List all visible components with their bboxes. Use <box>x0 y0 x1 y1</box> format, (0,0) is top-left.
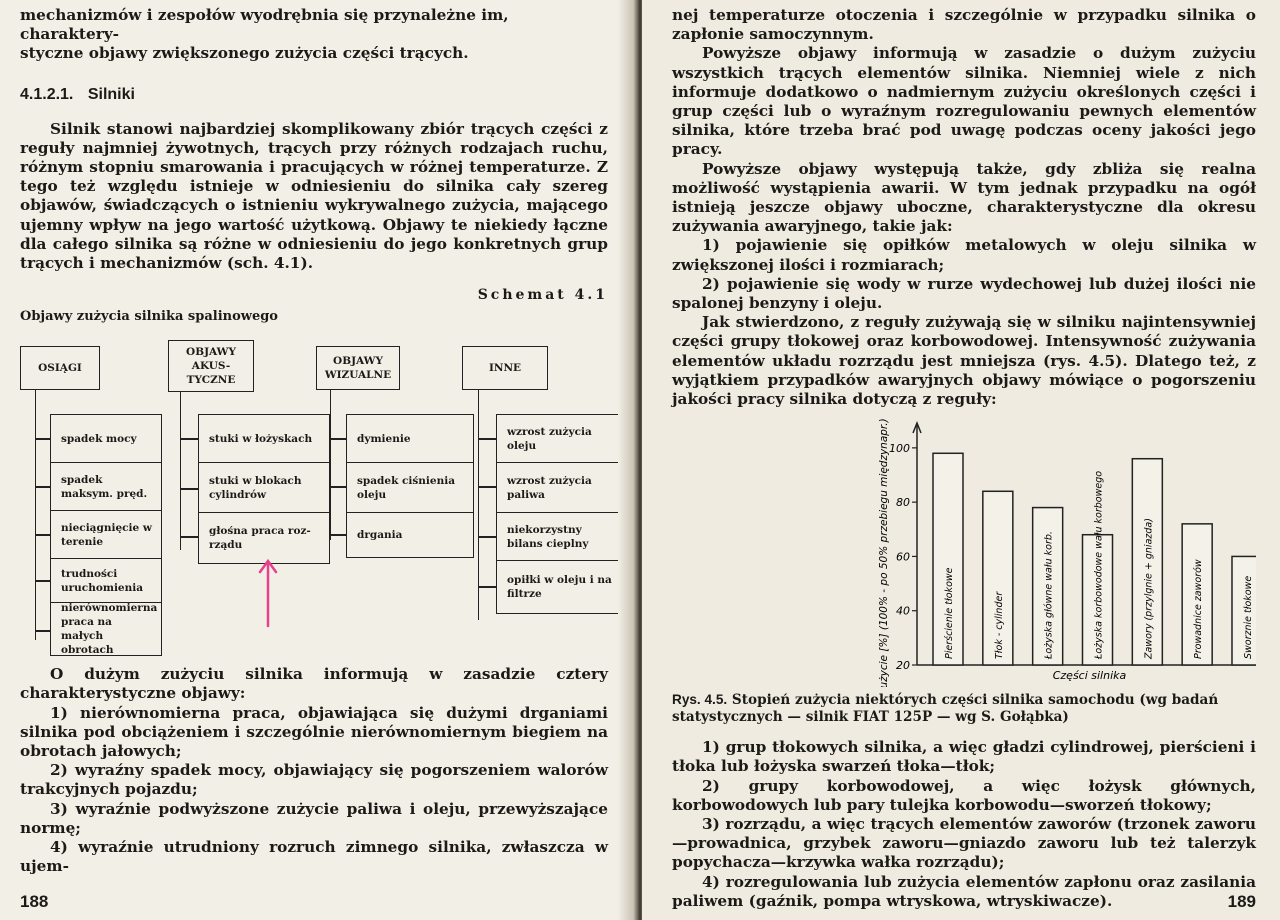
wear-groups-list <box>672 738 1256 911</box>
connector-tick <box>478 536 496 538</box>
symptom-item: spadek ciśnienia oleju <box>347 463 473 513</box>
bar-label: Zawory (przylgnie + gniazda) <box>1143 518 1155 660</box>
connector-tick <box>35 630 50 632</box>
symptom-item: stuki w łożyskach <box>199 415 329 463</box>
bar-label: Tłok - cylinder <box>993 592 1005 660</box>
list-item: 1) nierównomierna praca, objawiająca się dużymi drganiami silnika pod obciążeniem i szczególnie nierównomiernym biegiem na obrotach jałowych; <box>20 703 608 761</box>
list-item: 4) rozregulowania lub zużycia elementów zapłonu oraz zasilania paliwem (gaźnik, pompa wtryskowa, wtryskiwacze). <box>672 872 1256 910</box>
paragraph: Powyższe objawy informują w zasadzie o dużym zużyciu wszystkich trących elementów silnika. Niemniej wiele z nich informuje dodatkowo o nadmiernym zużyciu określonych części i grup części lub o wyraźnym rozregulowaniu pewnych elementów silnika, które trzeba brać pod uwagę podczas oceny jakości jego pracy. <box>672 44 1256 159</box>
connector-tick <box>180 536 198 538</box>
symptom-item: niekorzystny bilans cieplny <box>497 513 619 561</box>
connector-line <box>35 390 36 640</box>
category-label: INNE <box>488 362 522 375</box>
symptom-item: stuki w blokach cylindrów <box>199 463 329 513</box>
symptom-item: dymienie <box>347 415 473 463</box>
intro-line-1: mechanizmów i zespołów wyodrębnia się przynależne im, charaktery- <box>20 6 509 44</box>
connector-tick <box>180 488 198 490</box>
caption-label: Rys. 4.5. <box>672 692 728 708</box>
category-label: OBJAWY WIZUALNE <box>324 355 392 382</box>
figure-caption <box>672 691 1256 726</box>
page-number: 188 <box>20 892 49 911</box>
symptom-item: wzrost zużycia oleju <box>497 415 619 463</box>
items-group-performance <box>50 414 162 656</box>
list-item: 3) rozrządu, a więc trących elementów zaworów (trzonek zaworu—prowadnica, grzybek zaworu—gniazdo zaworu lub też talerzyk popychacza—krzywka wałka rozrządu); <box>672 815 1256 872</box>
category-box <box>462 346 548 390</box>
list-item: 2) pojawienie się wody w rurze wydechowej lub dużej ilości nie spalonej benzyny i oleju. <box>672 274 1256 313</box>
x-axis-label: Części silnika <box>1052 669 1127 683</box>
items-group-visual <box>346 414 474 558</box>
y-tick-label: 100 <box>889 442 910 456</box>
bar-label: Łożyska korbowodowe wału korbowego <box>1093 471 1105 660</box>
wear-chart-svg <box>672 417 1256 687</box>
list-item: 1) pojawienie się opiłków metalowych w oleju silnika w zwiększonej ilości i rozmiarach; <box>672 236 1256 274</box>
symptom-item: drgania <box>357 529 403 542</box>
y-tick-label: 40 <box>896 604 910 618</box>
connector-tick <box>478 486 496 488</box>
connector-tick <box>180 438 198 440</box>
engine-paragraph: Silnik stanowi najbardziej skomplikowany zbiór trących części z reguły najmniej żywotnych, trących przy różnych rodzajach ruchu, różnym stopniu smarowania i pracujących w różnej temperaturze. Z tego też względu istnieje w odniesieniu do silnika cały szereg objawów, świadczących o istnieniu wykrywalnego zużycia, mającego ujemny wpływ na jego wartość użytkową. Objawy te niekiedy łączne dla całego silnika są różne w odniesieniu do jego konkretnych grup trących i mechanizmów (sch. 4.1). <box>20 119 608 273</box>
right-page <box>642 0 1280 920</box>
section-title: Silniki <box>87 85 135 103</box>
category-box <box>20 346 100 390</box>
left-page <box>0 0 638 920</box>
symptom-item: trudności uruchomienia <box>51 559 161 603</box>
symptom-item: opiłki w oleju i na filtrze <box>507 574 612 601</box>
symptom-item: spadek maksym. pręd. <box>51 463 161 511</box>
category-box <box>168 340 254 392</box>
connector-tick <box>330 486 346 488</box>
bar-label: Łożyska główne wału korb. <box>1043 531 1055 660</box>
y-axis-label: Zużycie [%] (100% - po 50% przebiegu międzynapr.) <box>878 418 890 688</box>
connector-tick <box>330 534 346 536</box>
scheme-title: Objawy zużycia silnika spalinowego <box>20 309 278 325</box>
connector-tick <box>478 586 496 588</box>
list-item: 2) wyraźny spadek mocy, objawiający się pogorszeniem walorów trakcyjnych pojazdu; <box>20 761 608 799</box>
section-number: 4.1.2.1. <box>20 85 74 103</box>
paragraph: nej temperaturze otoczenia i szczególnie w przypadku silnika o zapłonie samoczynnym. <box>672 6 1256 44</box>
bar-label: Prowadnice zaworów <box>1193 559 1205 660</box>
symptom-item: wzrost zużycia paliwa <box>497 463 619 513</box>
list-item: 3) wyraźnie podwyższone zużycie paliwa i oleju, przewyższające normę; <box>20 799 608 837</box>
category-box <box>316 346 400 390</box>
connector-tick <box>478 438 496 440</box>
section-heading <box>20 86 608 104</box>
items-group-acoustic <box>198 414 330 564</box>
y-tick-label: 80 <box>896 496 910 510</box>
connector-tick <box>35 438 50 440</box>
scheme-label: Schemat 4.1 <box>477 287 608 304</box>
list-item: 1) grup tłokowych silnika, a więc gładzi cylindrowej, pierścieni i tłoka lub łożyska swarzeń tłoka—tłok; <box>672 738 1256 776</box>
symptom-item: nierównomierna praca na małych obrotach <box>61 602 158 657</box>
list-item: 2) grupy korbowodowej, a więc łożysk głównych, korbowodowych lub pary tulejka korbowodu—sworzeń tłokowy; <box>672 776 1256 814</box>
list-item: 4) wyraźnie utrudniony rozruch zimnego silnika, zwłaszcza w ujem- <box>20 838 608 876</box>
paragraph: Powyższe objawy występują także, gdy zbliża się realna możliwość wystąpienia awarii. W tym jednak przypadku na ogół istnieją jeszcze objawy uboczne, charakterystyczne dla okresu zużywania awaryjnego, takie jak: <box>672 159 1256 236</box>
symptoms-diagram <box>20 330 612 665</box>
wear-chart <box>672 417 1256 687</box>
connector-tick <box>35 580 50 582</box>
symptom-item: głośna praca roz-rządu <box>209 525 311 552</box>
symptom-item: nieciągnięcie w terenie <box>51 511 161 559</box>
pink-arrow-icon <box>258 558 278 628</box>
connector-line <box>180 392 181 550</box>
side-effects-list <box>672 236 1256 313</box>
paragraph: Jak stwierdzono, z reguły zużywają się w silniku najintensywniej części grupy tłokowej oraz korbowodowej. Intensywność zużywania elementów układu rozrządu jest mniejsza (rys. 4.5). Dlatego też, z wyjątkiem przypadków awaryjnych objawy mówiące o pogorszeniu jakości pracy silnika dotyczą z reguły: <box>672 313 1256 409</box>
items-group-other <box>496 414 620 614</box>
symptom-item: spadek mocy <box>51 415 161 463</box>
bar-label: Sworznie tłokowe <box>1243 576 1254 660</box>
page-number: 189 <box>1227 892 1256 911</box>
connector-tick <box>330 438 346 440</box>
connector-line <box>330 390 331 540</box>
y-tick-label: 20 <box>896 659 910 673</box>
intro-line-2: styczne objawy zwiększonego zużycia części trących. <box>20 44 469 63</box>
y-tick-label: 60 <box>896 550 910 564</box>
category-label: OSIĄGI <box>38 362 82 375</box>
category-label: OBJAWY AKUS-TYCZNE <box>186 346 236 387</box>
connector-tick <box>35 534 50 536</box>
caption-text: Stopień zużycia niektórych części silnika samochodu (wg badań statystycznych — silnik FIAT 125P — wg S. Gołąbka) <box>672 692 1219 726</box>
symptoms-intro: O dużym zużyciu silnika informują w zasadzie cztery charakterystyczne objawy: <box>20 665 608 703</box>
bar-label: Pierścienie tłokowe <box>944 567 955 660</box>
symptoms-list <box>20 704 608 877</box>
connector-tick <box>35 486 50 488</box>
